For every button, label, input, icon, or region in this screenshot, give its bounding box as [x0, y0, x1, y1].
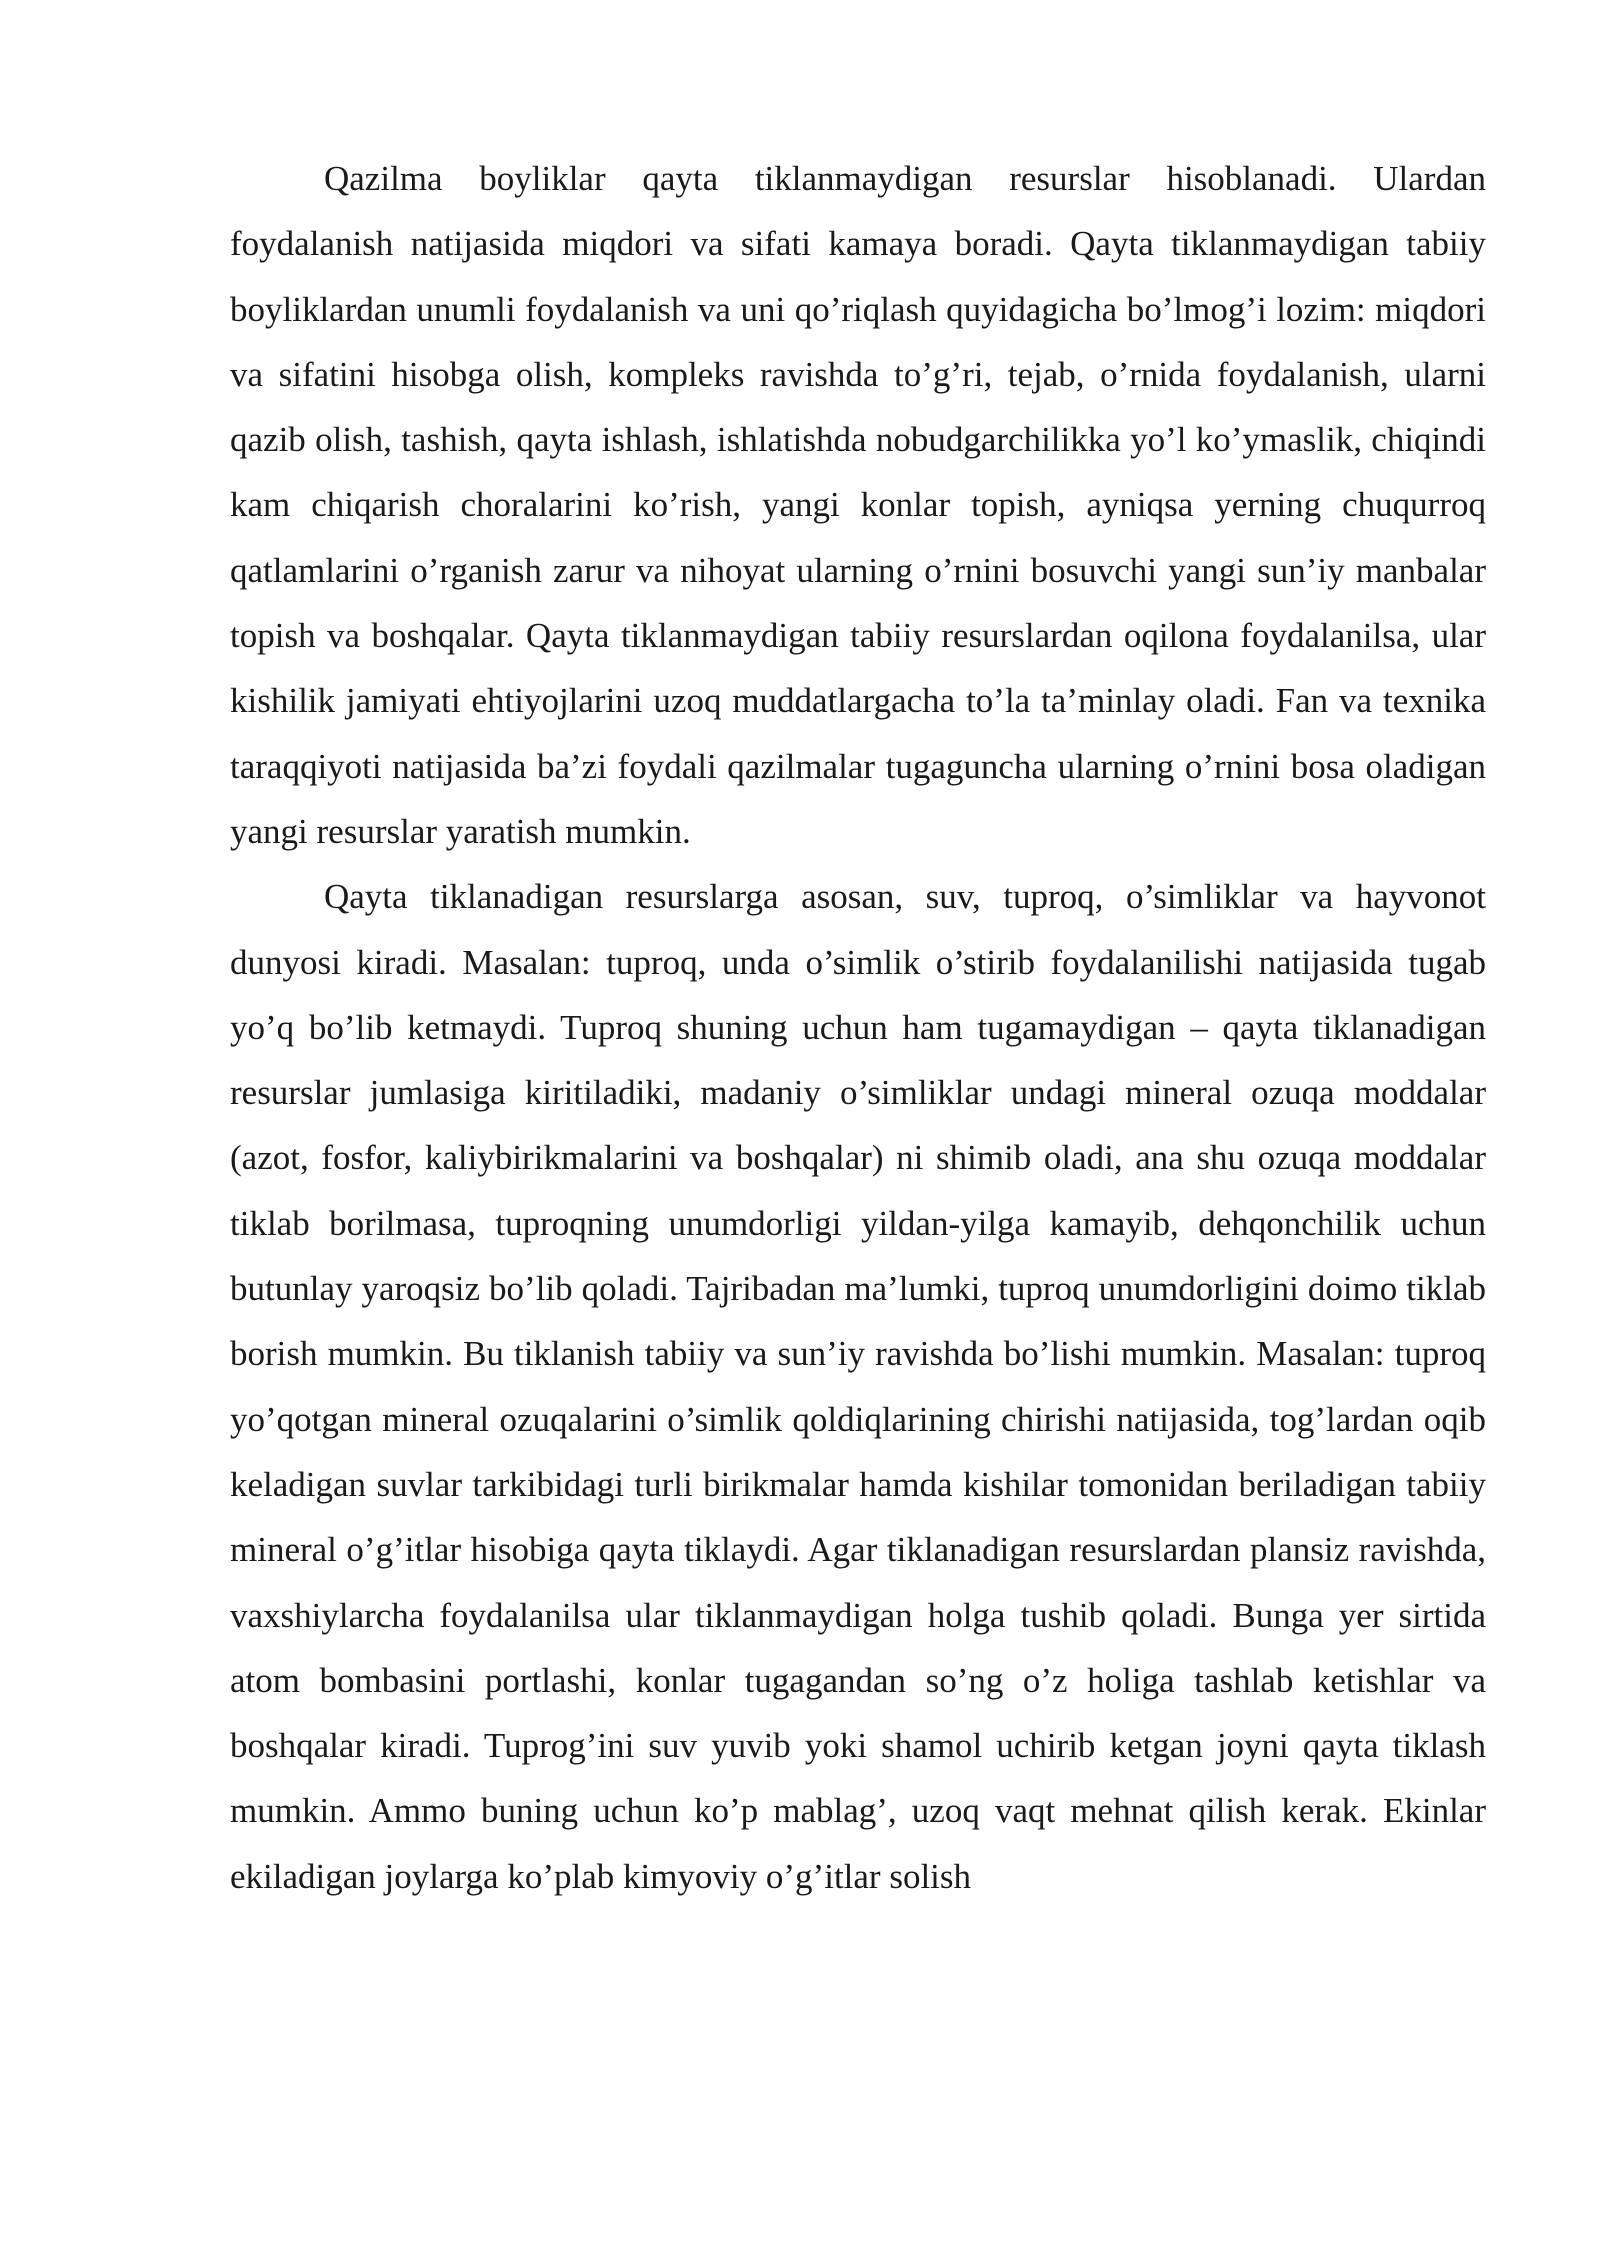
paragraph-1: Qazilma boyliklar qayta tiklanmaydigan resurslar hisoblanadi. Ulardan foydalanish natijasida miqdori va sifati kamaya boradi. Qayta tiklanmaydigan tabiiy boyliklardan unumli foydalanish va uni qo’riqlash quyidagicha bo’lmog’i lozim: miqdori va sifatini hisobga olish, kompleks ravishda to’g’ri, tejab, o’rnida foydalanish, ularni qazib olish, tashish, qayta ishlash, ishlatishda nobudgarchilikka yo’l ko’ymaslik, chiqindi kam chiqarish choralarini ko’rish, yangi konlar topish, ayniqsa yerning chuqurroq qatlamlarini o’rganish zarur va nihoyat ularning o’rnini bosuvchi yangi sun’iy manbalar topish va boshqalar. Qayta tiklanmaydigan tabiiy resurslardan oqilona foydalanilsa, ular kishilik jamiyati ehtiyojlarini uzoq muddatlargacha to’la ta’minlay oladi. Fan va texnika taraqqiyoti natijasida ba’zi foydali qazilmalar tugaguncha ularning o’rnini bosa oladigan yangi resurslar yaratish mumkin. [230, 159, 1486, 851]
paragraph-2: Qayta tiklanadigan resurslarga asosan, suv, tuproq, o’simliklar va hayvonot dunyosi kiradi. Masalan: tuproq, unda o’simlik o’stirib foydalanilishi natijasida tugab yo’q bo’lib ketmaydi. Tuproq shuning uchun ham tugamaydigan – qayta tiklanadigan resurslar jumlasiga kiritiladiki, madaniy o’simliklar undagi mineral ozuqa moddalar (azot, fosfor, kaliybirikmalarini va boshqalar) ni shimib oladi, ana shu ozuqa moddalar tiklab borilmasa, tuproqning unumdorligi yildan-yilga kamayib, dehqonchilik uchun butunlay yaroqsiz bo’lib qoladi. Tajribadan ma’lumki, tuproq unumdorligini doimo tiklab borish mumkin. Bu tiklanish tabiiy va sun’iy ravishda bo’lishi mumkin. Masalan: tuproq yo’qotgan mineral ozuqalarini o’simlik qoldiqlarining chirishi natijasida, tog’lardan oqib keladigan suvlar tarkibidagi turli birikmalar hamda kishilar tomonidan beriladigan tabiiy mineral o’g’itlar hisobiga qayta tiklaydi. Agar tiklanadigan resurslardan plansiz ravishda, vaxshiylarcha foydalanilsa ular tiklanmaydigan holga tushib qoladi. Bunga yer sirtida atom bombasini portlashi, konlar tugagandan so’ng o’z holiga tashlab ketishlar va boshqalar kiradi. Tuprog’ini suv yuvib yoki shamol uchirib ketgan joyni qayta tiklash mumkin. Ammo buning uchun ko’p mablag’, uzoq vaqt mehnat qilish kerak. Ekinlar ekiladigan joylarga ko’plab kimyoviy o’g’itlar solish [230, 877, 1486, 1896]
document-body [230, 146, 1486, 1909]
